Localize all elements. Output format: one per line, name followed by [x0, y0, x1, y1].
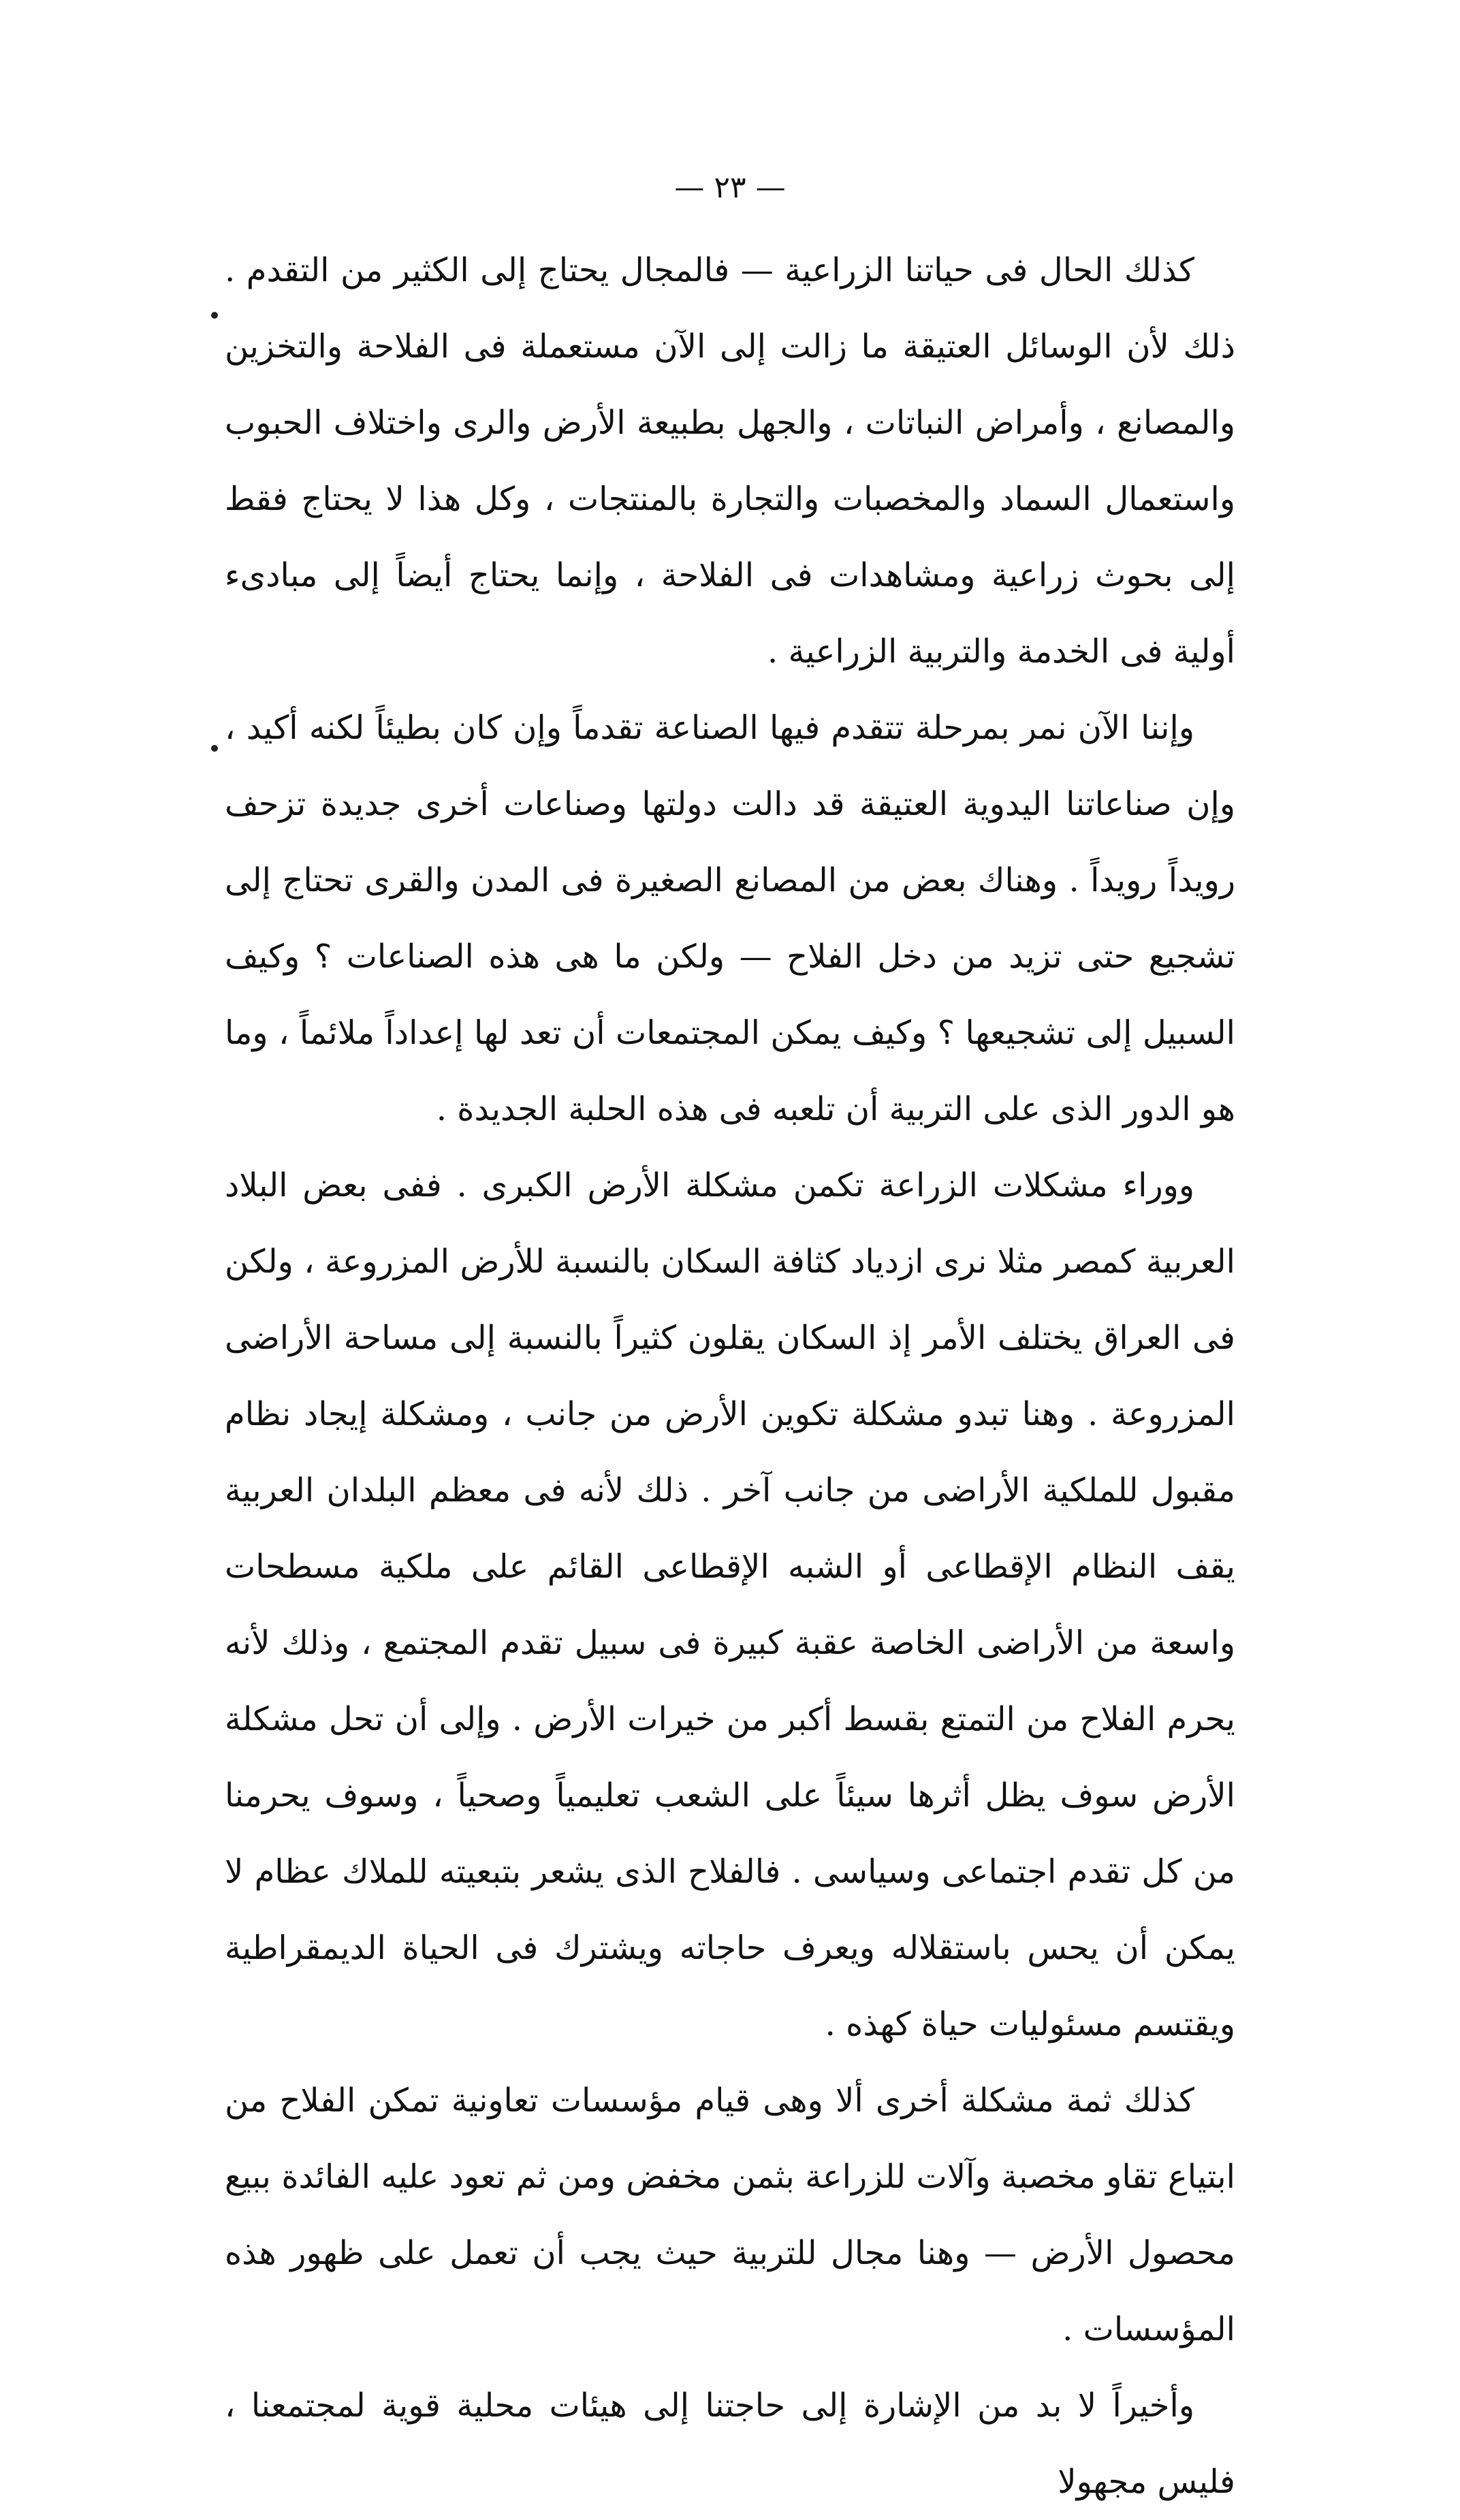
paragraph-5: وأخيراً لا بد من الإشارة إلى حاجتنا إلى هيئات محلية قوية لمجتمعنا ، فليس مجهولا: [225, 2387, 1235, 2501]
page-number: — ٢٣ —: [674, 170, 786, 205]
paragraph-3: ووراء مشكلات الزراعة تكمن مشكلة الأرض الكبرى . ففى بعض البلاد العربية كمصر مثلا نرى ازدياد كثافة السكان بالنسبة للأرض المزروعة ، ولكن فى العراق يختلف الأمر إذ السكان يقلون كثيراً بالنسبة إلى مساحة الأراضى المزروعة . وهنا تبدو مشكلة تكوين الأرض من جانب ، ومشكلة إيجاد نظام مقبول للملكية الأراضى من جانب آخر . ذلك لأنه فى معظم البلدان العربية يقف النظام الإقطاعى أو الشبه الإقطاعى القائم على ملكية مسطحات واسعة من الأراضى الخاصة عقبة كبيرة فى سبيل تقدم المجتمع ، وذلك لأنه يحرم الفلاح من التمتع بقسط أكبر من خيرات الأرض . وإلى أن تحل مشكلة الأرض سوف يظل أثرها سيئاً على الشعب تعليمياً وصحياً ، وسوف يحرمنا من كل تقدم اجتماعى وسياسى . فالفلاح الذى يشعر بتبعيته للملاك عظام لا يمكن أن يحس باستقلاله ويعرف حاجاته ويشترك فى الحياة الديمقراطية ويقتسم مسئوليات حياة كهذه .: [225, 1166, 1235, 2043]
paragraph-2: وإننا الآن نمر بمرحلة تتقدم فيها الصناعة تقدماً وإن كان بطيئاً لكنه أكيد ، وإن صناعاتنا اليدوية العتيقة قد دالت دولتها وصناعات أخرى جديدة تزحف رويداً رويداً . وهناك بعض من المصانع الصغيرة فى المدن والقرى تحتاج إلى تشجيع حتى تزيد من دخل الفلاح — ولكن ما هى هذه الصناعات ؟ وكيف السبيل إلى تشجيعها ؟ وكيف يمكن المجتمعات أن تعد لها إعداداً ملائماً ، وما هو الدور الذى على التربية أن تلعبه فى هذه الحلبة الجديدة .: [225, 709, 1235, 1128]
margin-mark: [211, 312, 218, 319]
margin-mark: [211, 745, 218, 752]
paragraph-4: كذلك ثمة مشكلة أخرى ألا وهى قيام مؤسسات تعاونية تمكن الفلاح من ابتياع تقاو مخصبة وآلات للزراعة بثمن مخفض ومن ثم تعود عليه الفائدة ببيع محصول الأرض — وهنا مجال للتربية حيث يجب أن تعمل على ظهور هذه المؤسسات .: [225, 2082, 1235, 2348]
paragraph-1: كذلك الحال فى حياتنا الزراعية — فالمجال يحتاج إلى الكثير من التقدم . ذلك لأن الوسائل العتيقة ما زالت إلى الآن مستعملة فى الفلاحة والتخزين والمصانع ، وأمراض النباتات ، والجهل بطبيعة الأرض والرى واختلاف الحبوب واستعمال السماد والمخصبات والتجارة بالمنتجات ، وكل هذا لا يحتاج فقط إلى بحوث زراعية ومشاهدات فى الفلاحة ، وإنما يحتاج أيضاً إلى مبادىء أولية فى الخدمة والتربية الزراعية .: [225, 251, 1235, 671]
